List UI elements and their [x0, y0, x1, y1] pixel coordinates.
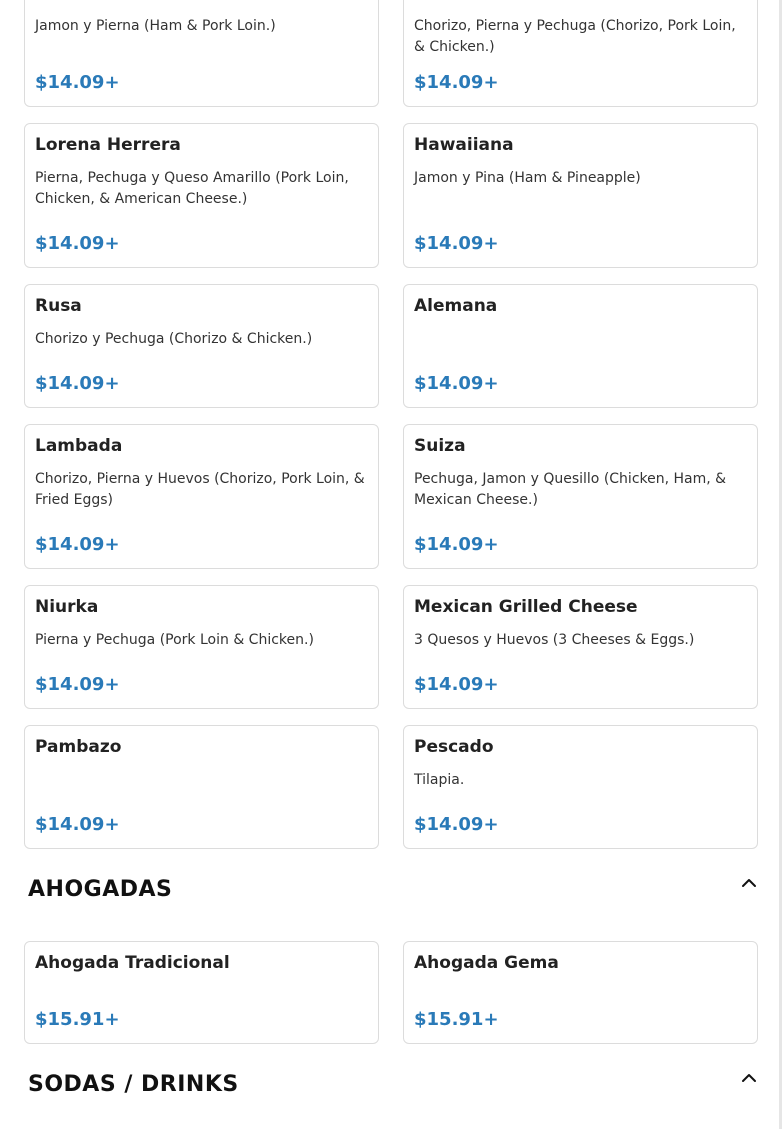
menu-item-card[interactable]: [403, 123, 758, 268]
item-description: Jamon y Pierna (Ham & Pork Loin.): [35, 18, 276, 34]
item-price: $14.09+: [414, 72, 499, 93]
item-price: $15.91+: [414, 1009, 499, 1030]
item-description: Pierna, Pechuga y Queso Amarillo (Pork Loin, Chicken, & American Cheese.): [35, 170, 349, 207]
item-price: $14.09+: [35, 72, 120, 93]
section-title-drinks: SODAS / DRINKS: [28, 1072, 239, 1097]
item-name: Lorena Herrera: [35, 135, 181, 155]
item-price: $14.09+: [35, 534, 120, 555]
item-name: Hawaiiana: [414, 135, 514, 155]
item-name: Ahogada Gema: [414, 953, 559, 973]
item-name: Pambazo: [35, 737, 122, 757]
item-price: $14.09+: [414, 674, 499, 695]
item-price: $15.91+: [35, 1009, 120, 1030]
chevron-up-icon[interactable]: [738, 872, 760, 894]
item-name: Suiza: [414, 436, 466, 456]
item-description: 3 Quesos y Huevos (3 Cheeses & Eggs.): [414, 632, 695, 648]
item-description: Chorizo, Pierna y Huevos (Chorizo, Pork Loin, & Fried Eggs): [35, 471, 365, 508]
item-name: Lambada: [35, 436, 123, 456]
item-price: $14.09+: [414, 233, 499, 254]
menu-item-card[interactable]: [24, 284, 379, 408]
menu-item-card[interactable]: [24, 941, 379, 1044]
menu-item-card[interactable]: [403, 585, 758, 709]
item-price: $14.09+: [414, 814, 499, 835]
item-description: Tilapia.: [414, 772, 465, 788]
menu-item-card[interactable]: [24, 0, 379, 107]
menu-item-card[interactable]: [24, 725, 379, 849]
menu-item-card[interactable]: [403, 725, 758, 849]
item-description: Jamon y Pina (Ham & Pineapple): [414, 170, 641, 186]
item-price: $14.09+: [414, 534, 499, 555]
chevron-up-icon[interactable]: [738, 1067, 760, 1089]
item-price: $14.09+: [35, 674, 120, 695]
item-description: Chorizo, Pierna y Pechuga (Chorizo, Pork Loin, & Chicken.): [414, 18, 736, 55]
item-description: Pechuga, Jamon y Quesillo (Chicken, Ham, & Mexican Cheese.): [414, 471, 727, 508]
menu-item-card[interactable]: [403, 941, 758, 1044]
item-name: Mexican Grilled Cheese: [414, 597, 638, 617]
item-price: $14.09+: [35, 373, 120, 394]
item-price: $14.09+: [414, 373, 499, 394]
item-name: Pescado: [414, 737, 494, 757]
item-name: Alemana: [414, 296, 498, 316]
item-name: Rusa: [35, 296, 82, 316]
menu-item-card[interactable]: [403, 0, 758, 107]
item-description: Chorizo y Pechuga (Chorizo & Chicken.): [35, 331, 313, 347]
menu-item-card[interactable]: [24, 585, 379, 709]
item-name: Niurka: [35, 597, 99, 617]
menu-item-card[interactable]: [403, 424, 758, 569]
item-price: $14.09+: [35, 814, 120, 835]
menu-item-card[interactable]: [403, 284, 758, 408]
item-description: Pierna y Pechuga (Pork Loin & Chicken.): [35, 632, 314, 648]
item-price: $14.09+: [35, 233, 120, 254]
section-title-ahogadas: AHOGADAS: [28, 877, 173, 902]
item-name: Ahogada Tradicional: [35, 953, 230, 973]
menu-item-card[interactable]: [24, 424, 379, 569]
menu-item-card[interactable]: [24, 123, 379, 268]
